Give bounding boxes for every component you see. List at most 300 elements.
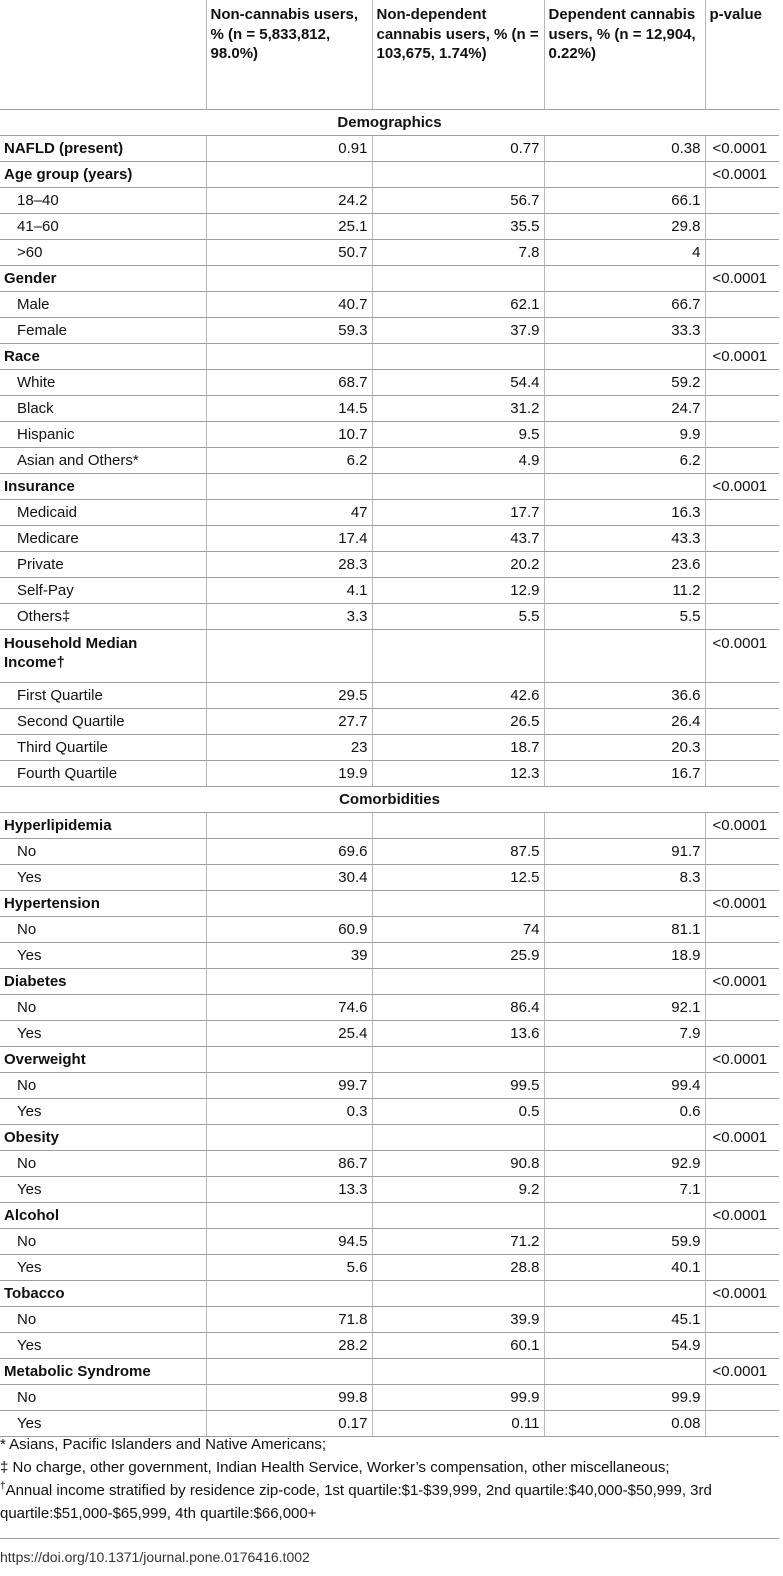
non-cannabis-value: [206, 266, 372, 292]
non-dependent-value: 74: [372, 917, 544, 943]
non-dependent-value: 20.2: [372, 552, 544, 578]
non-cannabis-value: [206, 344, 372, 370]
p-value: [705, 526, 779, 552]
non-dependent-value: 62.1: [372, 292, 544, 318]
non-dependent-value: [372, 969, 544, 995]
dependent-value: [544, 1359, 705, 1385]
dependent-value: 20.3: [544, 735, 705, 761]
dependent-value: 6.2: [544, 448, 705, 474]
subcategory-row: [0, 839, 779, 865]
category-row: [0, 266, 779, 292]
p-value: [705, 188, 779, 214]
dependent-value: 59.2: [544, 370, 705, 396]
dependent-value: 5.5: [544, 604, 705, 630]
subcategory-row: [0, 1151, 779, 1177]
subcategory-row: [0, 396, 779, 422]
p-value: <0.0001: [705, 630, 779, 683]
non-cannabis-value: 29.5: [206, 683, 372, 709]
p-value: [705, 917, 779, 943]
non-cannabis-value: 6.2: [206, 448, 372, 474]
subcategory-row: [0, 865, 779, 891]
row-label: Fourth Quartile: [0, 761, 206, 787]
subcategory-row: [0, 683, 779, 709]
subcategory-row: [0, 1307, 779, 1333]
p-value: [705, 1151, 779, 1177]
subcategory-row: [0, 292, 779, 318]
row-label: Hispanic: [0, 422, 206, 448]
non-cannabis-value: [206, 891, 372, 917]
p-value: [705, 1073, 779, 1099]
row-label: Metabolic Syndrome: [0, 1359, 206, 1385]
non-cannabis-value: [206, 1359, 372, 1385]
dependent-value: 7.1: [544, 1177, 705, 1203]
non-dependent-value: 31.2: [372, 396, 544, 422]
row-label: Tobacco: [0, 1281, 206, 1307]
subcategory-row: [0, 1021, 779, 1047]
non-cannabis-value: 99.7: [206, 1073, 372, 1099]
non-dependent-value: [372, 344, 544, 370]
non-dependent-value: 39.9: [372, 1307, 544, 1333]
non-dependent-value: 86.4: [372, 995, 544, 1021]
category-row: [0, 136, 779, 162]
p-value: [705, 865, 779, 891]
dependent-value: [544, 813, 705, 839]
row-label: Yes: [0, 865, 206, 891]
dependent-value: 99.4: [544, 1073, 705, 1099]
row-label: Hypertension: [0, 891, 206, 917]
p-value: [705, 709, 779, 735]
p-value: [705, 578, 779, 604]
row-label: Insurance: [0, 474, 206, 500]
row-label: Yes: [0, 1333, 206, 1359]
p-value: [705, 552, 779, 578]
row-label: Male: [0, 292, 206, 318]
header-p-value: p-value: [705, 0, 779, 110]
row-label: Yes: [0, 1021, 206, 1047]
non-cannabis-value: 30.4: [206, 865, 372, 891]
non-cannabis-value: 0.3: [206, 1099, 372, 1125]
doi-link[interactable]: https://doi.org/10.1371/journal.pone.0176416.t002: [0, 1549, 310, 1565]
dependent-value: 0.38: [544, 136, 705, 162]
p-value: [705, 370, 779, 396]
p-value: [705, 396, 779, 422]
non-cannabis-value: 99.8: [206, 1385, 372, 1411]
dependent-value: 92.9: [544, 1151, 705, 1177]
subcategory-row: [0, 1229, 779, 1255]
row-label: No: [0, 917, 206, 943]
row-label: Overweight: [0, 1047, 206, 1073]
subcategory-row: [0, 917, 779, 943]
dependent-value: 81.1: [544, 917, 705, 943]
dependent-value: [544, 1281, 705, 1307]
non-dependent-value: 42.6: [372, 683, 544, 709]
row-label: >60: [0, 240, 206, 266]
non-cannabis-value: 25.4: [206, 1021, 372, 1047]
non-cannabis-value: 23: [206, 735, 372, 761]
row-label: Female: [0, 318, 206, 344]
subcategory-row: [0, 943, 779, 969]
non-cannabis-value: 39: [206, 943, 372, 969]
table-header: [0, 0, 779, 110]
row-label: Others‡: [0, 604, 206, 630]
non-dependent-value: [372, 1125, 544, 1151]
non-dependent-value: 60.1: [372, 1333, 544, 1359]
non-cannabis-value: [206, 1203, 372, 1229]
subcategory-row: [0, 318, 779, 344]
footnote-double-dagger: ‡ No charge, other government, Indian Health Service, Worker’s compensation, other miscellaneous;: [0, 1459, 670, 1476]
non-cannabis-value: [206, 813, 372, 839]
p-value: [705, 604, 779, 630]
subcategory-row: [0, 422, 779, 448]
non-cannabis-value: 25.1: [206, 214, 372, 240]
category-row: [0, 344, 779, 370]
non-dependent-value: [372, 474, 544, 500]
dependent-value: 91.7: [544, 839, 705, 865]
row-label: Second Quartile: [0, 709, 206, 735]
row-label: No: [0, 1385, 206, 1411]
section-header-row: [0, 110, 779, 136]
non-cannabis-value: 0.91: [206, 136, 372, 162]
subcategory-row: [0, 240, 779, 266]
p-value: <0.0001: [705, 813, 779, 839]
category-row: [0, 1125, 779, 1151]
category-row: [0, 969, 779, 995]
non-dependent-value: 87.5: [372, 839, 544, 865]
non-cannabis-value: [206, 1047, 372, 1073]
non-dependent-value: [372, 1281, 544, 1307]
category-row: [0, 630, 779, 683]
non-cannabis-value: 47: [206, 500, 372, 526]
dependent-value: 43.3: [544, 526, 705, 552]
non-cannabis-value: 28.3: [206, 552, 372, 578]
dagger-mark: †: [0, 1481, 6, 1492]
p-value: [705, 318, 779, 344]
row-label: No: [0, 995, 206, 1021]
p-value: [705, 839, 779, 865]
dependent-value: 11.2: [544, 578, 705, 604]
category-row: [0, 1281, 779, 1307]
non-cannabis-value: 50.7: [206, 240, 372, 266]
dependent-value: 29.8: [544, 214, 705, 240]
non-dependent-value: 18.7: [372, 735, 544, 761]
header-stub: [0, 0, 206, 110]
subcategory-row: [0, 1333, 779, 1359]
p-value: [705, 1099, 779, 1125]
subcategory-row: [0, 709, 779, 735]
header-dependent: Dependent cannabis users, % (n = 12,904, 0.22%): [544, 0, 705, 110]
doi-divider: [0, 1538, 779, 1539]
dependent-value: 7.9: [544, 1021, 705, 1047]
row-label: Yes: [0, 1177, 206, 1203]
non-cannabis-value: 19.9: [206, 761, 372, 787]
row-label: White: [0, 370, 206, 396]
footnotes: [0, 1433, 779, 1525]
subcategory-row: [0, 735, 779, 761]
non-dependent-value: [372, 630, 544, 683]
p-value: [705, 1307, 779, 1333]
p-value: [705, 735, 779, 761]
dependent-value: [544, 1125, 705, 1151]
row-label: Black: [0, 396, 206, 422]
dependent-value: 54.9: [544, 1333, 705, 1359]
non-cannabis-value: 60.9: [206, 917, 372, 943]
subcategory-row: [0, 995, 779, 1021]
non-dependent-value: 25.9: [372, 943, 544, 969]
non-cannabis-value: 69.6: [206, 839, 372, 865]
p-value: [705, 1385, 779, 1411]
dependent-value: 9.9: [544, 422, 705, 448]
non-dependent-value: [372, 266, 544, 292]
header-row: [0, 0, 779, 110]
non-dependent-value: [372, 813, 544, 839]
row-label: 18–40: [0, 188, 206, 214]
row-label: No: [0, 1073, 206, 1099]
row-label: Race: [0, 344, 206, 370]
dependent-value: 4: [544, 240, 705, 266]
dependent-value: 23.6: [544, 552, 705, 578]
table-body: [0, 110, 779, 1437]
subcategory-row: [0, 1177, 779, 1203]
non-dependent-value: 5.5: [372, 604, 544, 630]
subcategory-row: [0, 1255, 779, 1281]
p-value: [705, 422, 779, 448]
row-label: No: [0, 1229, 206, 1255]
p-value: <0.0001: [705, 266, 779, 292]
non-dependent-value: 56.7: [372, 188, 544, 214]
p-value: [705, 1255, 779, 1281]
p-value: <0.0001: [705, 344, 779, 370]
non-cannabis-value: [206, 1281, 372, 1307]
category-row: [0, 474, 779, 500]
non-dependent-value: 0.5: [372, 1099, 544, 1125]
footnote-dagger-text: Annual income stratified by residence zip-code, 1st quartile:$1-$39,999, 2nd quartile:$40,000-$50,999, 3rd quartile:$51,000-$65,999, 4th quartile:$66,000+: [0, 1482, 712, 1522]
footnote-asterisk: * Asians, Pacific Islanders and Native Americans;: [0, 1436, 326, 1453]
subcategory-row: [0, 500, 779, 526]
category-row: [0, 162, 779, 188]
row-label: Alcohol: [0, 1203, 206, 1229]
p-value: [705, 1229, 779, 1255]
non-cannabis-value: 59.3: [206, 318, 372, 344]
subcategory-row: [0, 578, 779, 604]
non-cannabis-value: 27.7: [206, 709, 372, 735]
header-non-dependent: Non-dependent cannabis users, % (n = 103,675, 1.74%): [372, 0, 544, 110]
non-cannabis-value: 0.17: [206, 1411, 372, 1437]
non-dependent-value: 12.9: [372, 578, 544, 604]
dependent-value: [544, 630, 705, 683]
p-value: <0.0001: [705, 162, 779, 188]
subcategory-row: [0, 188, 779, 214]
p-value: [705, 995, 779, 1021]
non-cannabis-value: 13.3: [206, 1177, 372, 1203]
non-dependent-value: 7.8: [372, 240, 544, 266]
dependent-value: [544, 969, 705, 995]
dependent-value: [544, 891, 705, 917]
row-label: Diabetes: [0, 969, 206, 995]
non-cannabis-value: 68.7: [206, 370, 372, 396]
row-label: Age group (years): [0, 162, 206, 188]
non-cannabis-value: 17.4: [206, 526, 372, 552]
p-value: [705, 761, 779, 787]
category-row: [0, 813, 779, 839]
row-label: No: [0, 1151, 206, 1177]
p-value: [705, 292, 779, 318]
non-cannabis-value: 94.5: [206, 1229, 372, 1255]
p-value: [705, 240, 779, 266]
non-dependent-value: 12.5: [372, 865, 544, 891]
subcategory-row: [0, 1385, 779, 1411]
dependent-value: 16.3: [544, 500, 705, 526]
subcategory-row: [0, 552, 779, 578]
dependent-value: 33.3: [544, 318, 705, 344]
category-row: [0, 1359, 779, 1385]
non-dependent-value: 13.6: [372, 1021, 544, 1047]
non-dependent-value: 35.5: [372, 214, 544, 240]
p-value: [705, 1333, 779, 1359]
non-dependent-value: 17.7: [372, 500, 544, 526]
dependent-value: 24.7: [544, 396, 705, 422]
non-dependent-value: [372, 891, 544, 917]
p-value: [705, 683, 779, 709]
non-cannabis-value: 3.3: [206, 604, 372, 630]
row-label: Obesity: [0, 1125, 206, 1151]
section-header-row: [0, 787, 779, 813]
non-cannabis-value: 14.5: [206, 396, 372, 422]
row-label: No: [0, 839, 206, 865]
dependent-value: 16.7: [544, 761, 705, 787]
p-value: <0.0001: [705, 1125, 779, 1151]
row-label: Hyperlipidemia: [0, 813, 206, 839]
non-dependent-value: 0.77: [372, 136, 544, 162]
non-dependent-value: 54.4: [372, 370, 544, 396]
row-label: Private: [0, 552, 206, 578]
dependent-value: 0.6: [544, 1099, 705, 1125]
row-label: No: [0, 1307, 206, 1333]
p-value: <0.0001: [705, 891, 779, 917]
p-value: <0.0001: [705, 1203, 779, 1229]
dependent-value: 8.3: [544, 865, 705, 891]
dependent-value: 45.1: [544, 1307, 705, 1333]
non-cannabis-value: 74.6: [206, 995, 372, 1021]
subcategory-row: [0, 448, 779, 474]
non-dependent-value: 99.5: [372, 1073, 544, 1099]
non-dependent-value: [372, 1047, 544, 1073]
subcategory-row: [0, 214, 779, 240]
dependent-value: 36.6: [544, 683, 705, 709]
dependent-value: [544, 1047, 705, 1073]
row-label: Household Median Income†: [0, 630, 206, 683]
dependent-value: 66.7: [544, 292, 705, 318]
non-cannabis-value: [206, 1125, 372, 1151]
row-label: First Quartile: [0, 683, 206, 709]
row-label: Medicare: [0, 526, 206, 552]
subcategory-row: [0, 1099, 779, 1125]
row-label: Yes: [0, 1099, 206, 1125]
dependent-value: [544, 162, 705, 188]
non-cannabis-value: 5.6: [206, 1255, 372, 1281]
non-dependent-value: 28.8: [372, 1255, 544, 1281]
row-label: Gender: [0, 266, 206, 292]
non-cannabis-value: 4.1: [206, 578, 372, 604]
dependent-value: [544, 266, 705, 292]
non-cannabis-value: 28.2: [206, 1333, 372, 1359]
dependent-value: 26.4: [544, 709, 705, 735]
category-row: [0, 1203, 779, 1229]
subcategory-row: [0, 1073, 779, 1099]
non-dependent-value: [372, 1359, 544, 1385]
row-label: NAFLD (present): [0, 136, 206, 162]
dependent-value: 18.9: [544, 943, 705, 969]
p-value: <0.0001: [705, 474, 779, 500]
non-cannabis-value: [206, 630, 372, 683]
non-dependent-value: 99.9: [372, 1385, 544, 1411]
row-label: Yes: [0, 1411, 206, 1437]
section-title: Comorbidities: [0, 787, 779, 813]
p-value: [705, 943, 779, 969]
p-value: <0.0001: [705, 969, 779, 995]
dependent-value: [544, 1203, 705, 1229]
p-value: [705, 500, 779, 526]
dependent-value: [544, 344, 705, 370]
p-value: <0.0001: [705, 1281, 779, 1307]
non-cannabis-value: [206, 162, 372, 188]
row-label: 41–60: [0, 214, 206, 240]
non-cannabis-value: 71.8: [206, 1307, 372, 1333]
header-non-cannabis: Non-cannabis users, % (n = 5,833,812, 98.0%): [206, 0, 372, 110]
subcategory-row: [0, 761, 779, 787]
non-dependent-value: 9.2: [372, 1177, 544, 1203]
category-row: [0, 1047, 779, 1073]
non-dependent-value: 12.3: [372, 761, 544, 787]
non-cannabis-value: 24.2: [206, 188, 372, 214]
p-value: [705, 448, 779, 474]
category-row: [0, 891, 779, 917]
non-dependent-value: 37.9: [372, 318, 544, 344]
dependent-value: 92.1: [544, 995, 705, 1021]
subcategory-row: [0, 526, 779, 552]
dependent-value: 66.1: [544, 188, 705, 214]
non-dependent-value: [372, 1203, 544, 1229]
subcategory-row: [0, 370, 779, 396]
p-value: <0.0001: [705, 136, 779, 162]
p-value: <0.0001: [705, 1047, 779, 1073]
row-label: Asian and Others*: [0, 448, 206, 474]
dependent-value: 99.9: [544, 1385, 705, 1411]
dependent-value: 40.1: [544, 1255, 705, 1281]
non-dependent-value: 26.5: [372, 709, 544, 735]
non-cannabis-value: [206, 474, 372, 500]
row-label: Third Quartile: [0, 735, 206, 761]
footnote-dagger: [0, 1479, 779, 1525]
non-dependent-value: 71.2: [372, 1229, 544, 1255]
non-cannabis-value: [206, 969, 372, 995]
p-value: [705, 214, 779, 240]
non-dependent-value: 90.8: [372, 1151, 544, 1177]
non-dependent-value: 4.9: [372, 448, 544, 474]
p-value: [705, 1021, 779, 1047]
row-label: Medicaid: [0, 500, 206, 526]
row-label: Self-Pay: [0, 578, 206, 604]
non-dependent-value: [372, 162, 544, 188]
dependent-value: [544, 474, 705, 500]
non-dependent-value: 43.7: [372, 526, 544, 552]
non-cannabis-value: 40.7: [206, 292, 372, 318]
dependent-value: 59.9: [544, 1229, 705, 1255]
non-cannabis-value: 10.7: [206, 422, 372, 448]
row-label: Yes: [0, 1255, 206, 1281]
non-dependent-value: 9.5: [372, 422, 544, 448]
row-label: Yes: [0, 943, 206, 969]
p-value: <0.0001: [705, 1359, 779, 1385]
